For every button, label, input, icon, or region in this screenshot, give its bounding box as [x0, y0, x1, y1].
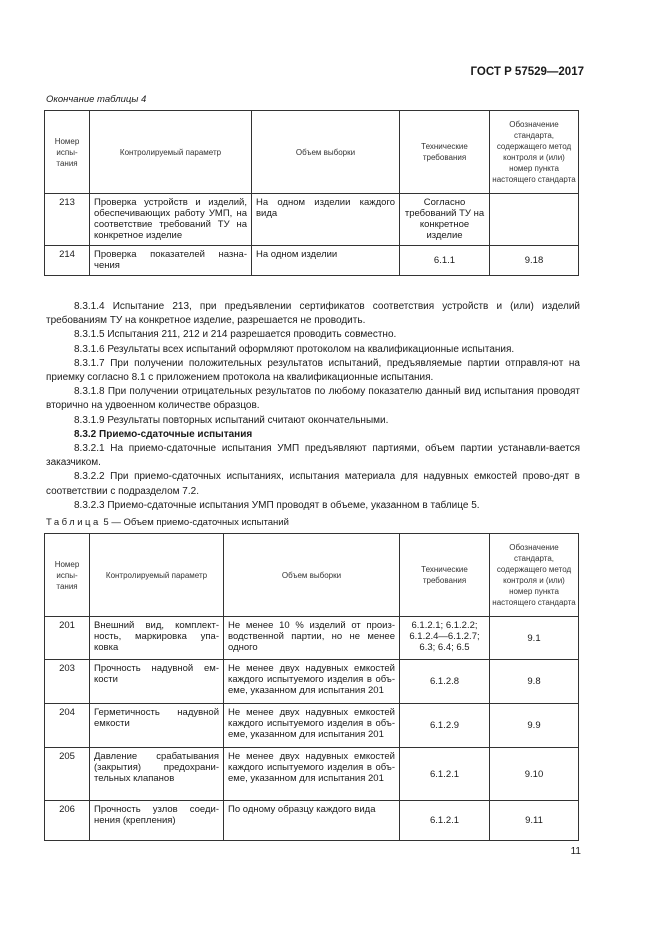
cell-standard: 9.1 — [490, 617, 579, 660]
cell-parameter: Проверка устройств и изделий, обеспечивающих работу УМП, на соответствие требований ТУ на конкретное изделие — [90, 194, 252, 246]
table-row — [45, 617, 579, 660]
cell-number: 214 — [45, 246, 90, 276]
col-header-requirements: Технические требования — [400, 534, 490, 617]
table-row — [45, 801, 579, 841]
col-header-sample: Объем выборки — [252, 111, 400, 194]
cell-sample: Не менее двух надувных емкостей каждого испытуемого изделия в объ-еме, указанном для испытания 201 — [224, 748, 400, 801]
cell-standard: 9.11 — [490, 801, 579, 841]
col-header-number: Номер испы-тания — [45, 111, 90, 194]
cell-requirements: 6.1.2.8 — [400, 660, 490, 704]
paragraph: 8.3.1.9 Результаты повторных испытаний считают окончательными. — [74, 414, 389, 426]
page-number: 11 — [570, 846, 581, 857]
standard-header: ГОСТ Р 57529—2017 — [470, 66, 584, 78]
table-header-row — [45, 534, 579, 617]
body-text — [46, 300, 580, 513]
table5-caption-title: 5 — Объем приемо-сдаточных испытаний — [103, 517, 289, 528]
cell-number: 205 — [45, 748, 90, 801]
cell-parameter: Герметичность надувной емкости — [90, 704, 224, 748]
table-row — [45, 660, 579, 704]
cell-sample: Не менее 10 % изделий от произ-водственной партии, но не менее одного — [224, 617, 400, 660]
cell-sample: На одном изделии каждого вида — [252, 194, 400, 246]
cell-requirements: 6.1.1 — [400, 246, 490, 276]
table5-caption — [46, 517, 289, 528]
cell-sample: На одном изделии — [252, 246, 400, 276]
cell-number: 201 — [45, 617, 90, 660]
cell-parameter: Прочность узлов соеди-нения (крепления) — [90, 801, 224, 841]
table4-caption: Окончание таблицы 4 — [46, 94, 147, 105]
cell-standard — [490, 194, 579, 246]
section-heading: 8.3.2 Приемо-сдаточные испытания — [74, 428, 253, 440]
paragraph: 8.3.2.2 При приемо-сдаточных испытаниях, испытания материала для надувных емкостей прово-дят в соответствии с подразделом 7.2. — [46, 471, 580, 497]
cell-parameter: Внешний вид, комплект-ность, маркировка упа-ковка — [90, 617, 224, 660]
paragraph: 8.3.1.6 Результаты всех испытаний оформляют протоколом на квалификационные испытания. — [74, 343, 515, 355]
table-row — [45, 704, 579, 748]
cell-requirements: 6.1.2.1 — [400, 801, 490, 841]
cell-requirements: 6.1.2.1; 6.1.2.2; 6.1.2.4—6.1.2.7; 6.3; 6.4; 6.5 — [400, 617, 490, 660]
cell-parameter: Проверка показателей назна-чения — [90, 246, 252, 276]
cell-sample: Не менее двух надувных емкостей каждого испытуемого изделия в объ-еме, указанном для испытания 201 — [224, 704, 400, 748]
cell-number: 204 — [45, 704, 90, 748]
paragraph: 8.3.1.4 Испытание 213, при предъявлении сертификатов соответствия устройств и (или) изделий требованиям ТУ на конкретное изделие, разрешается не проводить. — [46, 301, 580, 327]
table5-caption-label: Таблица — [46, 517, 101, 528]
col-header-standard: Обозначение стандарта, содержащего метод контроля и (или) номер пункта настоящего стандарта — [490, 111, 579, 194]
col-header-number: Номер испы-тания — [45, 534, 90, 617]
col-header-parameter: Контролируемый параметр — [90, 111, 252, 194]
paragraph: 8.3.2.1 На приемо-сдаточные испытания УМП предъявляют партиями, объем партии устанавли-вается заказчиком. — [46, 443, 580, 469]
paragraph: 8.3.1.8 При получении отрицательных результатов по любому показателю данный вид испытания проводят вторично на удвоенном количестве образцов. — [46, 386, 580, 412]
paragraph: 8.3.2.3 Приемо-сдаточные испытания УМП проводят в объеме, указанном в таблице 5. — [74, 499, 480, 511]
table-5 — [44, 533, 579, 841]
cell-number: 213 — [45, 194, 90, 246]
col-header-sample: Объем выборки — [224, 534, 400, 617]
table-row — [45, 246, 579, 276]
table-header-row — [45, 111, 579, 194]
table-4 — [44, 110, 579, 276]
cell-parameter: Давление срабатывания (закрытия) предохрани-тельных клапанов — [90, 748, 224, 801]
cell-requirements: Согласно требований ТУ на конкретное изделие — [400, 194, 490, 246]
cell-number: 206 — [45, 801, 90, 841]
cell-standard: 9.10 — [490, 748, 579, 801]
cell-standard: 9.8 — [490, 660, 579, 704]
cell-sample: По одному образцу каждого вида — [224, 801, 400, 841]
col-header-standard: Обозначение стандарта, содержащего метод контроля и (или) номер пункта настоящего стандарта — [490, 534, 579, 617]
col-header-requirements: Технические требования — [400, 111, 490, 194]
paragraph: 8.3.1.5 Испытания 211, 212 и 214 разрешается проводить совместно. — [74, 329, 397, 341]
cell-sample: Не менее двух надувных емкостей каждого испытуемого изделия в объ-еме, указанном для испытания 201 — [224, 660, 400, 704]
paragraph: 8.3.1.7 При получении положительных результатов испытаний, предъявляемые партии отправля-ют на приемку согласно 8.1 с приложением протокола на квалификационные испытания. — [46, 357, 580, 384]
table-row — [45, 194, 579, 246]
table-row — [45, 748, 579, 801]
cell-requirements: 6.1.2.9 — [400, 704, 490, 748]
col-header-parameter: Контролируемый параметр — [90, 534, 224, 617]
cell-parameter: Прочность надувной ем-кости — [90, 660, 224, 704]
cell-requirements: 6.1.2.1 — [400, 748, 490, 801]
cell-standard: 9.18 — [490, 246, 579, 276]
cell-standard: 9.9 — [490, 704, 579, 748]
cell-number: 203 — [45, 660, 90, 704]
